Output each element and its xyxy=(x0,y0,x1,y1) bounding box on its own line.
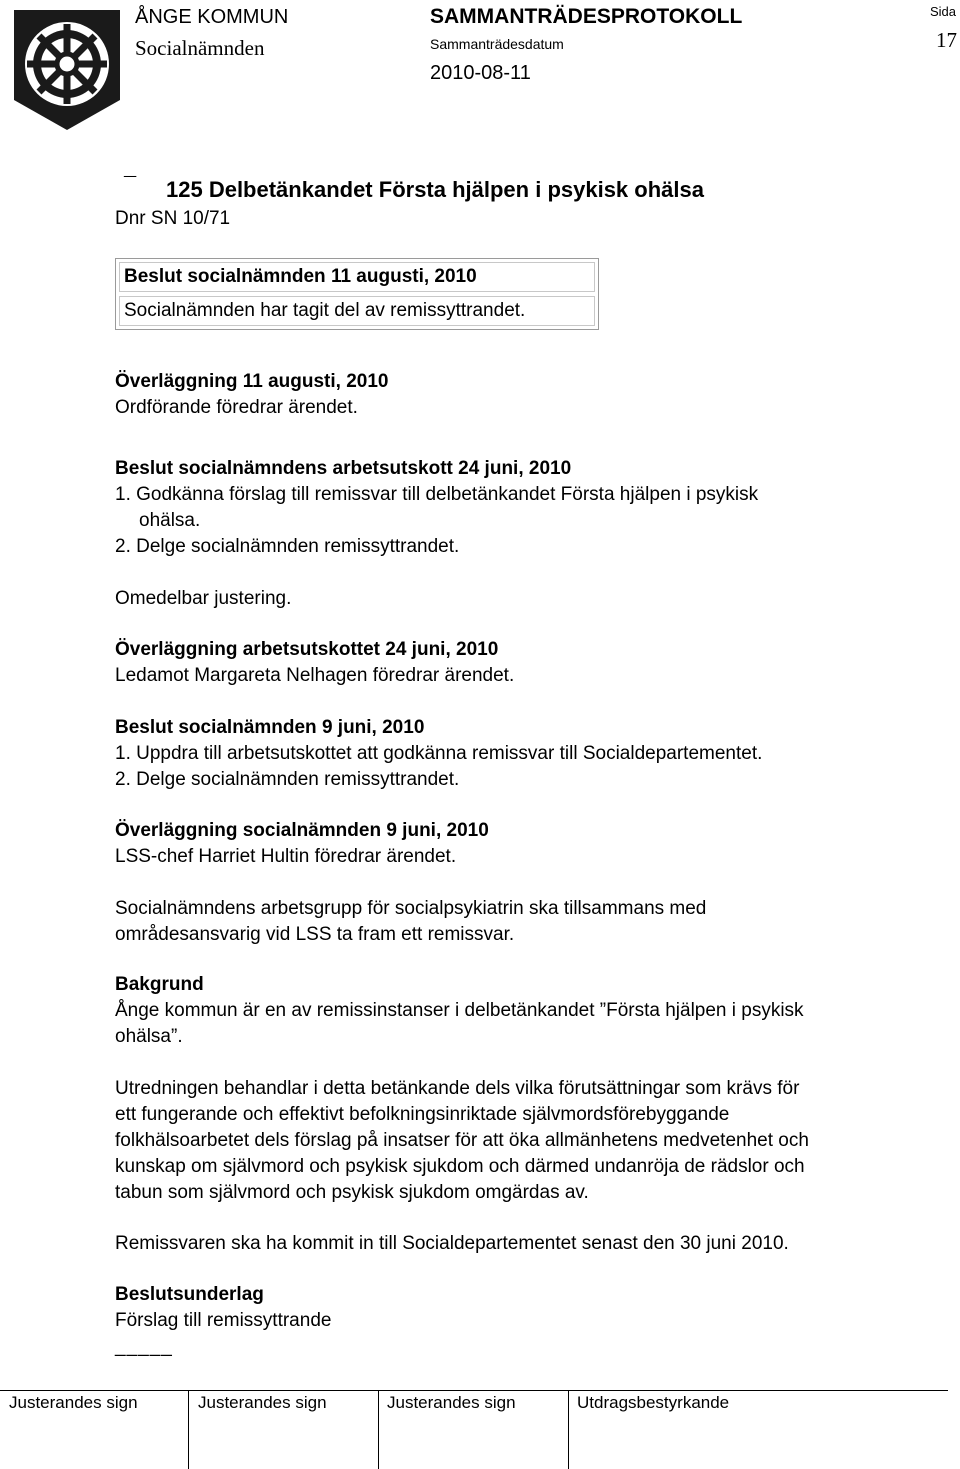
section-heading: Beslut socialnämndens arbetsutskott 24 juni, 2010 xyxy=(115,458,572,479)
deliberation-aug-11 xyxy=(115,369,389,421)
paragraph-line: Remissvaren ska ha kommit in till Socialdepartementet senast den 30 juni 2010. xyxy=(115,1233,789,1254)
immediate-adjustment xyxy=(115,586,291,612)
decision-june-9 xyxy=(115,715,762,793)
section-text: Omedelbar justering. xyxy=(115,588,292,609)
footer-rule xyxy=(0,1390,948,1391)
footer-sign-2: Justerandes sign xyxy=(198,1393,327,1412)
paragraph-line: områdesansvarig vid LSS ta fram ett remissvar. xyxy=(115,924,515,945)
committee-name: Socialnämnden xyxy=(135,36,265,60)
deadline-paragraph xyxy=(115,1231,789,1257)
section-mark-icon: ¯ xyxy=(124,173,137,198)
section-heading: Överläggning socialnämnden 9 juni, 2010 xyxy=(115,820,489,841)
section-text: Förslag till remissyttrande xyxy=(115,1310,332,1331)
list-item: 2. Delge socialnämnden remissyttrandet. xyxy=(115,769,460,790)
footer-divider xyxy=(568,1390,569,1469)
section-text: LSS-chef Harriet Hultin föredrar ärendet. xyxy=(115,846,457,867)
meeting-date-label: Sammanträdesdatum xyxy=(430,36,564,52)
inquiry-paragraph xyxy=(115,1076,809,1206)
paragraph-line: folkhälsoarbetet dels förslag på insatser för att öka allmänhetens medvetenhet och xyxy=(115,1130,809,1151)
section-text: Ordförande föredrar ärendet. xyxy=(115,397,358,418)
footer-sign-1: Justerandes sign xyxy=(9,1393,138,1412)
deliberation-working-committee xyxy=(115,637,514,689)
section-heading: Bakgrund xyxy=(115,974,204,995)
list-item: 2. Delge socialnämnden remissyttrandet. xyxy=(115,536,460,557)
decision-text: Socialnämnden har tagit del av remissyttrandet. xyxy=(119,296,595,326)
decision-working-committee xyxy=(115,456,758,560)
footer-divider xyxy=(378,1390,379,1469)
paragraph-line: ohälsa”. xyxy=(115,1026,183,1047)
section-text: Ledamot Margareta Nelhagen föredrar ärendet. xyxy=(115,665,515,686)
deliberation-june-9 xyxy=(115,818,489,870)
section-heading: Beslut socialnämnden 9 juni, 2010 xyxy=(115,717,425,738)
item-title: 125 Delbetänkandet Första hjälpen i psykisk ohälsa xyxy=(166,177,704,202)
municipality-logo xyxy=(8,4,126,134)
end-mark: _____ xyxy=(115,1336,173,1357)
paragraph-line: kunskap om självmord och psykisk sjukdom och därmed undanröja de rädslor och xyxy=(115,1156,805,1177)
decision-box xyxy=(115,258,599,330)
meeting-date: 2010-08-11 xyxy=(430,62,531,84)
list-item: 1. Godkänna förslag till remissvar till delbetänkandet Första hjälpen i psykisk xyxy=(115,484,759,505)
working-group-paragraph xyxy=(115,896,706,948)
page-number: 17 xyxy=(936,28,957,52)
list-item-continuation: ohälsa. xyxy=(139,510,201,531)
section-heading: Beslutsunderlag xyxy=(115,1284,264,1305)
document-type: SAMMANTRÄDESPROTOKOLL xyxy=(430,5,743,28)
footer-certification: Utdragsbestyrkande xyxy=(577,1393,730,1412)
footer-sign-3: Justerandes sign xyxy=(387,1393,516,1412)
section-heading: Överläggning 11 augusti, 2010 xyxy=(115,371,389,392)
footer-divider xyxy=(188,1390,189,1469)
background-section xyxy=(115,972,804,1050)
paragraph-line: ett fungerande och effektivt befolkningsinriktade självmordsförebyggande xyxy=(115,1104,730,1125)
paragraph-line: Utredningen behandlar i detta betänkande dels vilka förutsättningar som krävs för xyxy=(115,1078,800,1099)
dnr: Dnr SN 10/71 xyxy=(115,208,231,229)
list-item: 1. Uppdra till arbetsutskottet att godkänna remissvar till Socialdepartementet. xyxy=(115,743,763,764)
page-label: Sida xyxy=(930,4,957,19)
paragraph-line: Socialnämndens arbetsgrupp för socialpsykiatrin ska tillsammans med xyxy=(115,898,707,919)
section-heading: Överläggning arbetsutskottet 24 juni, 2010 xyxy=(115,639,499,660)
decision-heading: Beslut socialnämnden 11 augusti, 2010 xyxy=(119,262,595,292)
municipality-name: ÅNGE KOMMUN xyxy=(135,6,289,28)
paragraph-line: tabun som självmord och psykisk sjukdom omgärdas av. xyxy=(115,1182,589,1203)
decision-basis-section xyxy=(115,1282,331,1334)
paragraph-line: Ånge kommun är en av remissinstanser i delbetänkandet ”Första hjälpen i psykisk xyxy=(115,1000,804,1021)
